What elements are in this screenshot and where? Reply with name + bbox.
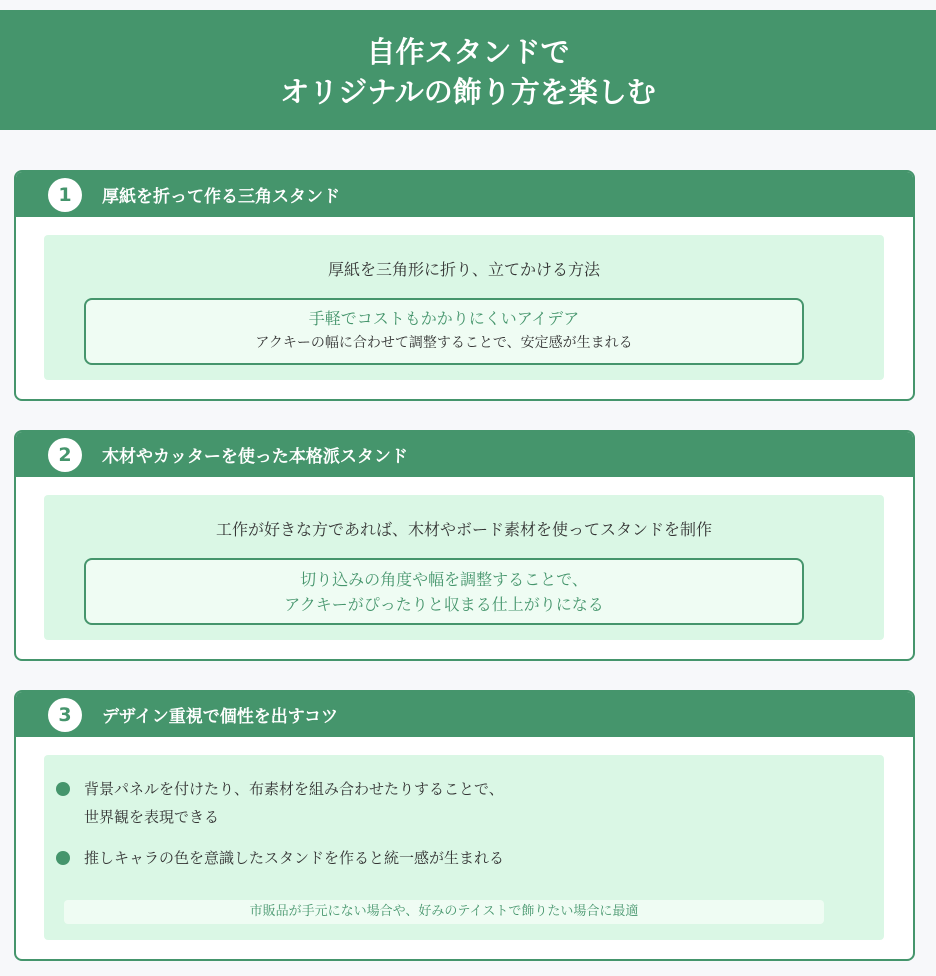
section-card-2 (14, 430, 915, 661)
section-heading: デザイン重視で個性を出すコツ (102, 707, 338, 727)
content-panel (44, 495, 884, 640)
lead-text: 工作が好きな方であれば、木材やボード素材を使ってスタンドを制作 (215, 520, 712, 539)
section-card-1 (14, 170, 915, 401)
section-header (16, 432, 913, 477)
bullet-dot-icon (56, 782, 70, 796)
note-text: 市販品が手元にない場合や、好みのテイストで飾りたい場合に最適 (64, 900, 824, 924)
section-number: 3 (48, 698, 82, 732)
section-header (16, 692, 913, 737)
bullet-item (56, 844, 504, 872)
section-number: 2 (48, 438, 82, 472)
highlight-box (84, 558, 804, 625)
bullet-line: 背景パネルを付けたり、布素材を組み合わせたりすることで、 (84, 780, 504, 798)
title-line-1: 自作スタンドで (366, 35, 570, 69)
highlight-box (84, 298, 804, 365)
highlight-text: 手軽でコストもかかりにくいアイデア (308, 309, 580, 328)
section-heading: 厚紙を折って作る三角スタンド (102, 187, 340, 207)
content-panel (44, 235, 884, 380)
box-line-2: アクキーがぴったりと収まる仕上がりになる (284, 595, 604, 614)
detail-text: アクキーの幅に合わせて調整することで、安定感が生まれる (255, 335, 633, 351)
box-line-1: 切り込みの角度や幅を調整することで、 (300, 570, 588, 589)
content-panel (44, 755, 884, 940)
section-card-3 (14, 690, 915, 961)
section-header (16, 172, 913, 217)
page-title (0, 10, 936, 130)
bullet-line: 世界観を表現できる (84, 808, 220, 826)
section-heading: 木材やカッターを使った本格派スタンド (102, 447, 408, 467)
bullet-dot-icon (56, 851, 70, 865)
title-line-2: オリジナルの飾り方を楽しむ (280, 75, 656, 109)
section-number: 1 (48, 178, 82, 212)
lead-text: 厚紙を三角形に折り、立てかける方法 (327, 260, 600, 279)
bullet-line: 推しキャラの色を意識したスタンドを作ると統一感が生まれる (84, 849, 505, 867)
bullet-item (56, 775, 504, 831)
